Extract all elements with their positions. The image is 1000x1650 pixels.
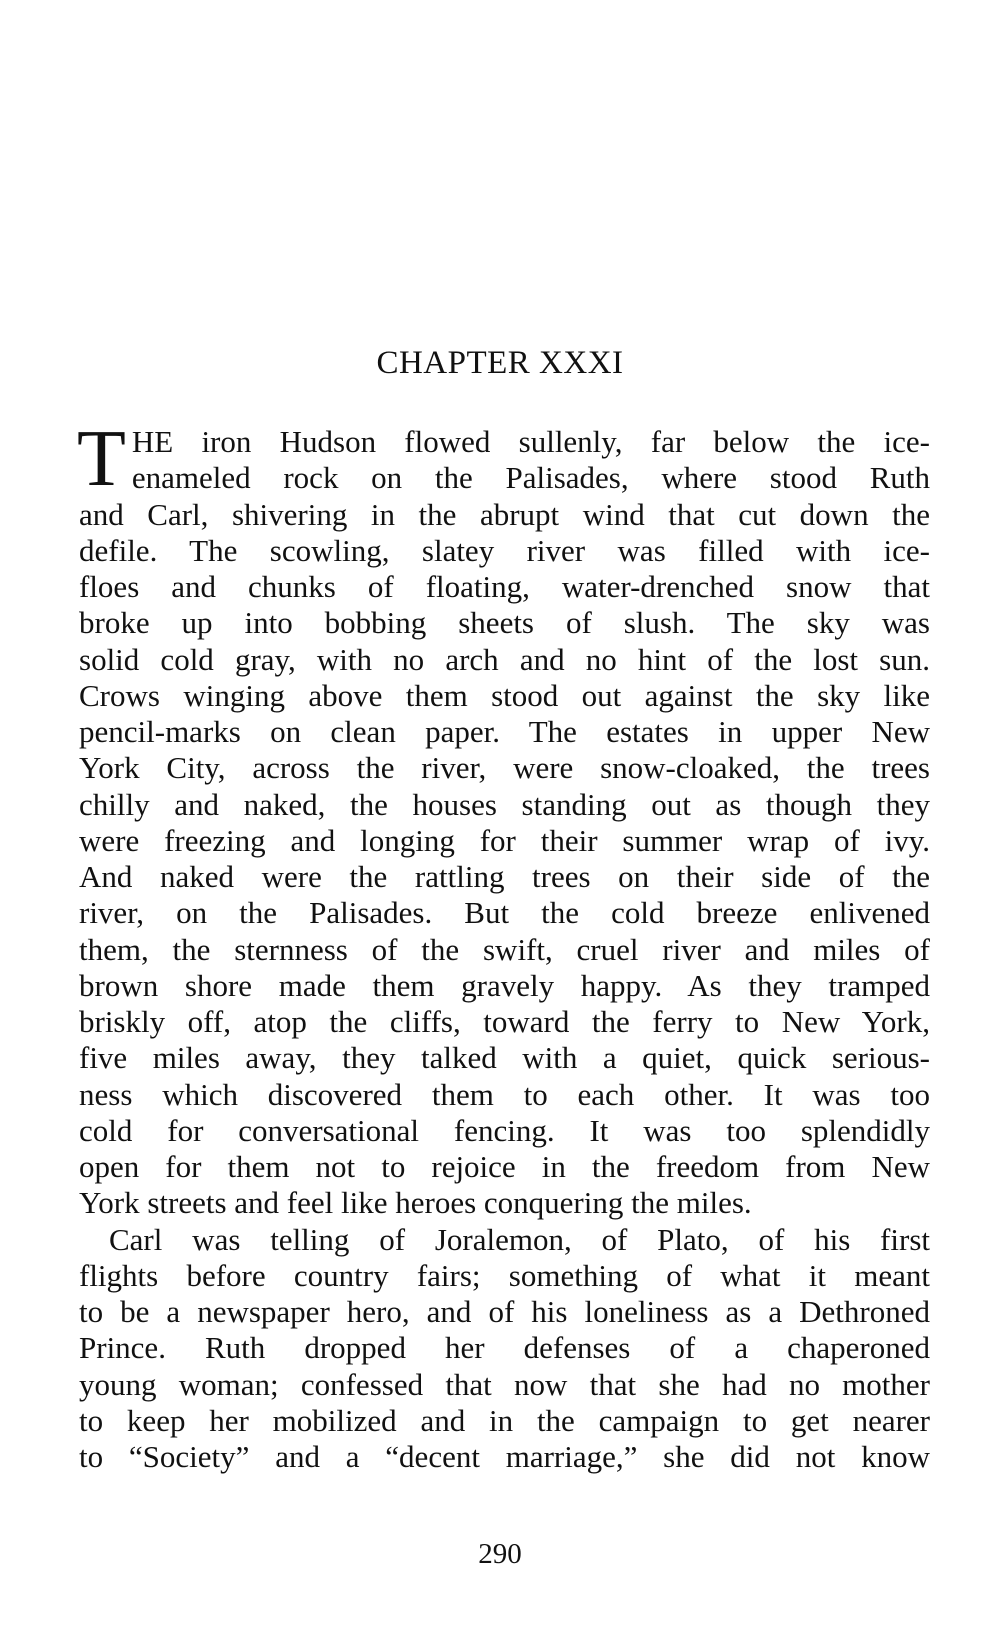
page-number: 290 [478,1538,522,1570]
text-line: solid cold gray, with no arch and no hint of the lost sun. [79,641,930,677]
text-line: Carl was telling of Joralemon, of Plato, of his first [109,1221,930,1257]
text-line: five miles away, they talked with a quiet, quick serious- [79,1040,930,1076]
text-line: briskly off, atop the cliffs, toward the ferry to New York, [79,1004,930,1039]
paragraph-2 [79,1222,930,1476]
text-line: ness which discovered them to each other. It was too [79,1076,930,1112]
text-line: open for them not to rejoice in the freedom from New [79,1149,930,1184]
text-line: brown shore made them gravely happy. As they tramped [79,967,930,1003]
text-line: flights before country fairs; something of what it meant [79,1257,930,1293]
text-line: young woman; confessed that now that she had no mother [79,1366,930,1402]
text-line: defile. The scowling, slatey river was filled with ice- [79,532,930,568]
text-line: enameled rock on the Palisades, where stood Ruth [131,460,930,496]
chapter-body [77,415,930,1475]
text-line: York streets and feel like heroes conquering the miles. [79,1185,752,1221]
text-line: to keep her mobilized and in the campaign to get nearer [79,1402,930,1438]
text-line: pencil-marks on clean paper. The estates in upper New [79,714,930,749]
text-line: And naked were the rattling trees on their side of the [79,859,930,894]
text-line: Crows winging above them stood out against the sky like [79,677,930,713]
text-line: floes and chunks of floating, water-drenched snow that [79,569,930,604]
drop-cap: T [77,415,126,503]
text-line: HE iron Hudson flowed sullenly, far below the ice- [131,424,930,459]
text-line: York City, across the river, were snow-cloaked, the trees [79,750,930,786]
text-line: to be a newspaper hero, and of his loneliness as a Dethroned [79,1294,930,1329]
text-line: chilly and naked, the houses standing out as though they [79,786,930,822]
text-line: them, the sternness of the swift, cruel river and miles of [79,931,930,967]
chapter-heading: CHAPTER XXXI [376,345,624,381]
text-line: and Carl, shivering in the abrupt wind that cut down the [79,496,930,532]
paragraph-1 [77,415,930,1222]
text-line: Prince. Ruth dropped her defenses of a chaperoned [79,1330,930,1366]
text-line: broke up into bobbing sheets of slush. The sky was [79,605,930,641]
text-line: to “Society” and a “decent marriage,” she did not know [79,1439,930,1474]
text-line: were freezing and longing for their summer wrap of ivy. [79,822,930,858]
text-line: cold for conversational fencing. It was too splendidly [79,1112,930,1148]
text-line: river, on the Palisades. But the cold breeze enlivened [79,895,930,931]
